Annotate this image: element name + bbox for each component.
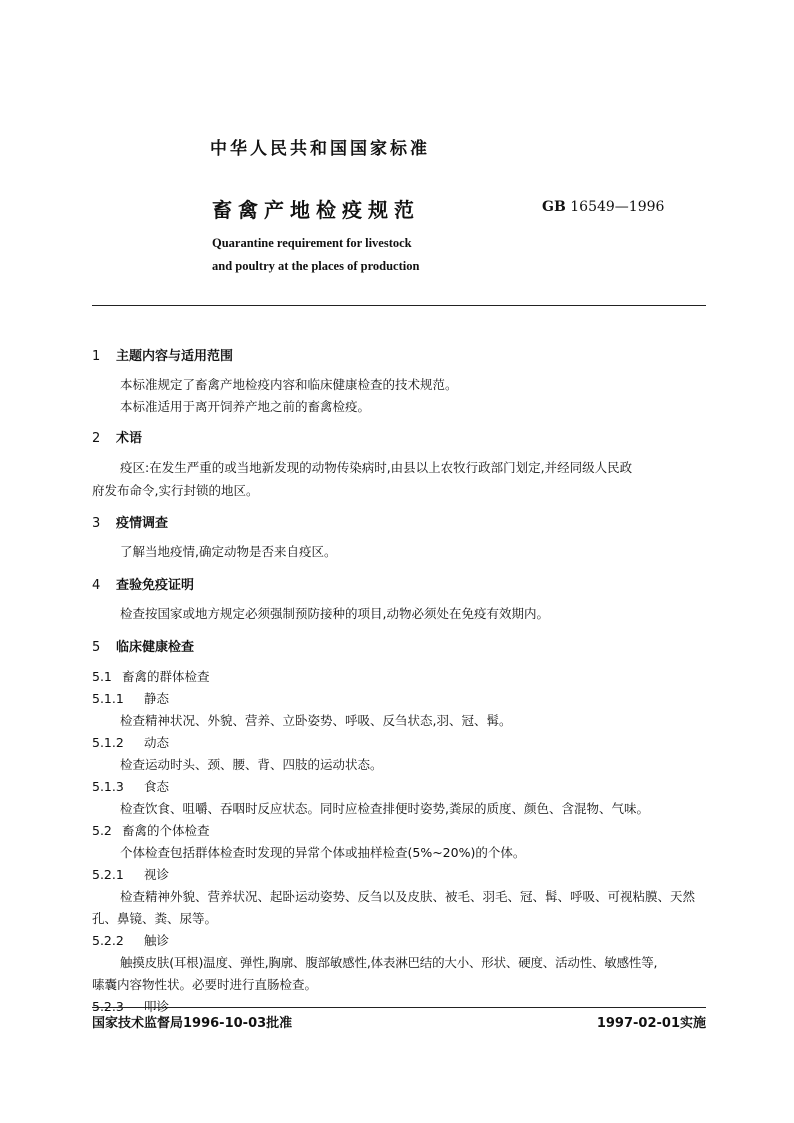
subsection-title: 畜禽的个体检查 (122, 823, 210, 838)
section-1-paragraph-2: 本标准适用于离开饲养产地之前的畜禽检疫。 (120, 399, 371, 414)
section-4-heading (92, 574, 194, 593)
section-1-heading (92, 345, 233, 364)
section-number: 5 (92, 640, 101, 655)
subsection-title: 视诊 (144, 867, 170, 882)
subsection-title: 食态 (144, 779, 170, 794)
section-1-paragraph-1: 本标准规定了畜禽产地检疫内容和临床健康检查的技术规范。 (120, 377, 458, 392)
subsection-5-1-heading (92, 667, 210, 685)
section-number: 4 (92, 578, 101, 593)
section-5-heading (92, 636, 194, 655)
section-3-paragraph: 了解当地疫情,确定动物是否来自疫区。 (120, 544, 337, 559)
gb-prefix: GB (542, 199, 566, 215)
subsection-5-2-1-text-line1: 检查精神外貌、营养状况、起卧运动姿势、反刍以及皮肤、被毛、羽毛、冠、髯、呼吸、可视粘膜、天然 (120, 889, 696, 904)
document-title-en-line1: Quarantine requirement for livestock (212, 236, 412, 250)
subsection-number: 5.1.1 (92, 691, 124, 706)
section-title: 主题内容与适用范围 (116, 349, 234, 364)
footer-divider (92, 1007, 706, 1008)
section-2-heading (92, 427, 142, 446)
gb-number: 16549—1996 (570, 199, 665, 215)
section-number: 1 (92, 349, 101, 364)
section-title: 术语 (116, 431, 143, 446)
section-title: 查验免疫证明 (116, 578, 195, 593)
approval-info: 国家技术监督局1996-10-03批准 (92, 1016, 293, 1031)
subsection-5-2-2-text-line1: 触摸皮肤(耳根)温度、弹性,胸廓、腹部敏感性,体表淋巴结的大小、形状、硬度、活动性、敏感性等, (120, 955, 658, 970)
section-title: 临床健康检查 (116, 640, 195, 655)
section-2-paragraph-line2: 府发布命令,实行封锁的地区。 (92, 483, 259, 498)
subsection-number: 5.1.3 (92, 779, 124, 794)
subsection-number: 5.2.2 (92, 933, 124, 948)
subsection-title: 叩诊 (144, 999, 170, 1014)
subsection-number: 5.1.2 (92, 735, 124, 750)
subsection-5-1-2-heading (92, 733, 169, 751)
section-number: 2 (92, 431, 101, 446)
section-2-paragraph-line1: 疫区:在发生严重的或当地新发现的动物传染病时,由县以上农牧行政部门划定,并经同级人民政 (120, 460, 633, 475)
section-title: 疫情调查 (116, 516, 169, 531)
header-divider (92, 305, 706, 306)
subsection-number: 5.2.1 (92, 867, 124, 882)
subsection-5-1-2-text: 检查运动时头、颈、腰、背、四肢的运动状态。 (120, 757, 383, 772)
subsection-5-2-heading (92, 821, 210, 839)
section-number: 3 (92, 516, 101, 531)
subsection-title: 静态 (144, 691, 170, 706)
subsection-5-2-2-heading (92, 931, 169, 949)
subsection-5-2-1-text-line2: 孔、鼻镜、粪、尿等。 (92, 911, 218, 926)
subsection-5-1-3-heading (92, 777, 169, 795)
section-4-paragraph: 检查按国家或地方规定必须强制预防接种的项目,动物必须处在免疫有效期内。 (120, 606, 549, 621)
implementation-date: 1997-02-01实施 (596, 1016, 706, 1031)
document-title-zh: 畜禽产地检疫规范 (212, 198, 420, 222)
subsection-title: 畜禽的群体检查 (122, 669, 210, 684)
subsection-number: 5.1 (92, 669, 112, 684)
standard-type-heading: 中华人民共和国国家标准 (210, 139, 430, 159)
subsection-5-1-3-text: 检查饮食、咀嚼、吞咽时反应状态。同时应检查排便时姿势,粪尿的质度、颜色、含混物、气味。 (120, 801, 649, 816)
section-3-heading (92, 512, 168, 531)
subsection-title: 动态 (144, 735, 170, 750)
subsection-5-1-1-text: 检查精神状况、外貌、营养、立卧姿势、呼吸、反刍状态,羽、冠、髯。 (120, 713, 512, 728)
subsection-number: 5.2 (92, 823, 112, 838)
subsection-5-2-1-heading (92, 865, 169, 883)
subsection-5-2-2-text-line2: 嗉囊内容物性状。必要时进行直肠检查。 (92, 977, 318, 992)
gb-standard-number (542, 199, 664, 215)
subsection-title: 触诊 (144, 933, 170, 948)
subsection-5-2-text: 个体检查包括群体检查时发现的异常个体或抽样检查(5%~20%)的个体。 (120, 845, 526, 860)
document-title-en-line2: and poultry at the places of production (212, 259, 420, 273)
subsection-number: 5.2.3 (92, 999, 124, 1014)
subsection-5-1-1-heading (92, 689, 169, 707)
